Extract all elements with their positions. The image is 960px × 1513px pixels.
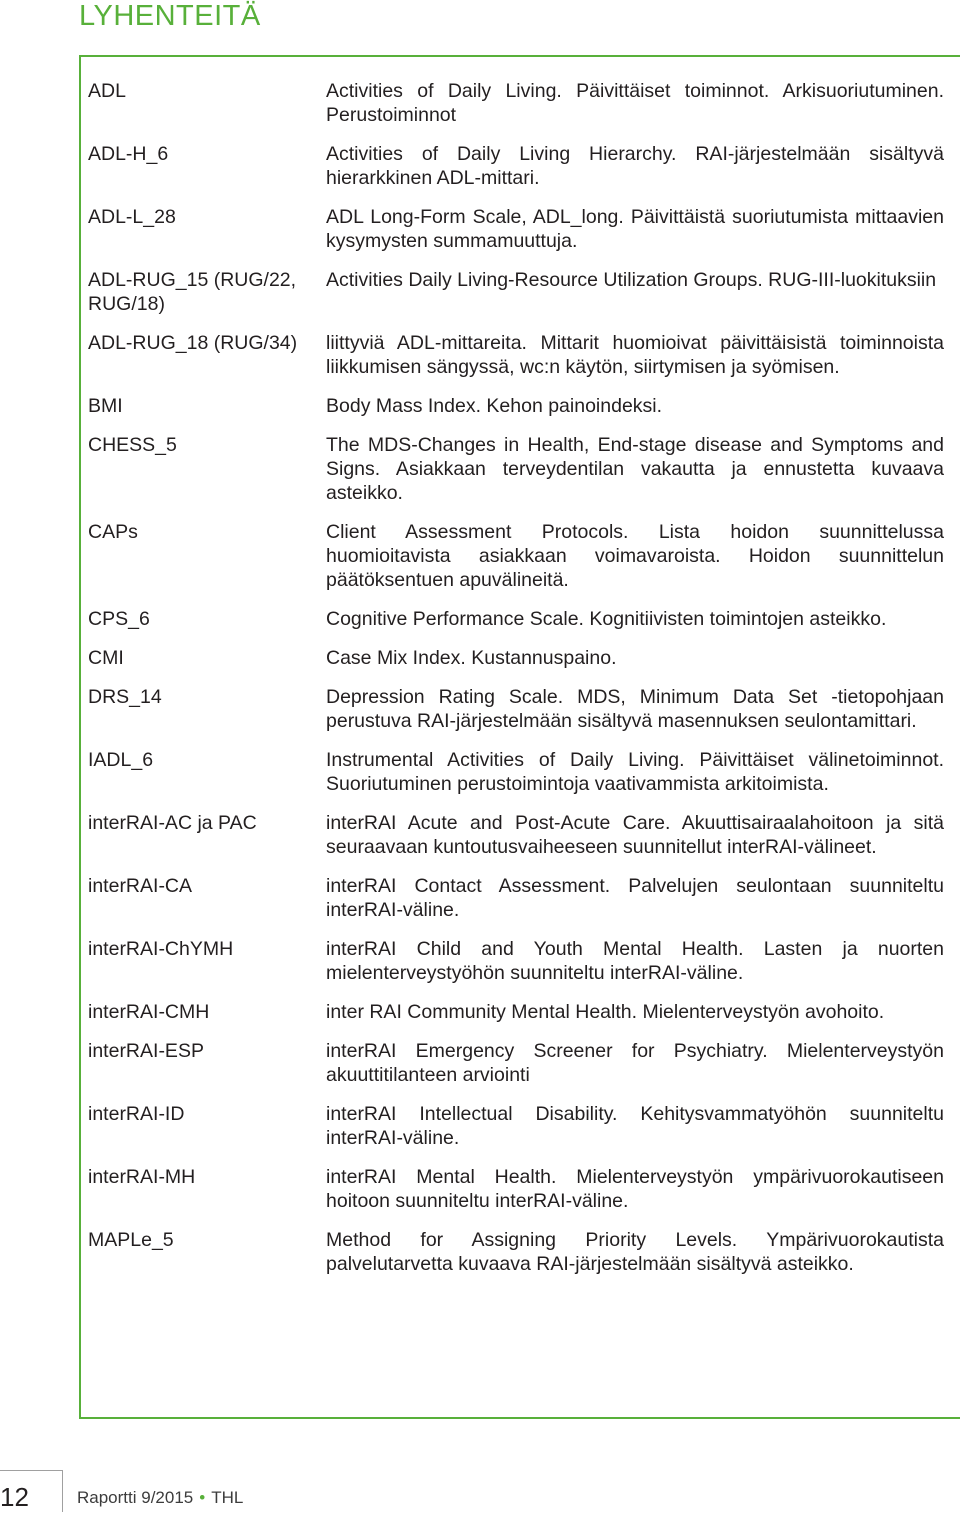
abbreviation-term: CAPs (88, 521, 138, 543)
abbreviation-definition: interRAI Emergency Screener for Psychiatry. Mielenterveystyön akuuttitilanteen arviointi (326, 1040, 944, 1086)
abbreviation-row (88, 520, 946, 592)
abbreviation-term: ADL-H_6 (88, 143, 169, 165)
abbreviation-row (88, 646, 946, 670)
abbreviation-term: CHESS_5 (88, 434, 177, 456)
abbreviation-term: DRS_14 (88, 686, 162, 708)
abbreviation-row (88, 433, 946, 505)
abbreviation-term: CPS_6 (88, 608, 150, 630)
abbreviation-row (88, 685, 946, 733)
left-rule (79, 55, 81, 1419)
abbreviation-row (88, 748, 946, 796)
abbreviation-definition: Instrumental Activities of Daily Living. Päivittäiset välinetoiminnot. Suoriutuminen perustoimintoja vaativammista arkitoimista. (326, 749, 944, 795)
page-number: 12 (0, 1482, 29, 1512)
abbreviation-definition: Client Assessment Protocols. Lista hoidon suunnittelussa huomioitavista asiakkaan voimavaroista. Hoidon suunnittelun päätöksentuen apuvälineitä. (326, 521, 944, 591)
abbreviation-term: IADL_6 (88, 749, 154, 771)
abbreviation-row (88, 937, 946, 985)
bottom-rule (79, 1417, 960, 1419)
abbreviation-term: CMI (88, 647, 124, 669)
abbreviation-definition: interRAI Child and Youth Mental Health. Lasten ja nuorten mielenterveystyöhön suunniteltu interRAI-väline. (326, 938, 944, 984)
abbreviation-term: interRAI-ChYMH (88, 938, 234, 960)
abbreviation-row (88, 1102, 946, 1150)
abbreviation-term: interRAI-CMH (88, 1001, 210, 1023)
abbreviation-definition: Activities of Daily Living Hierarchy. RAI-järjestelmään sisältyvä hierarkkinen ADL-mittari. (326, 143, 944, 189)
abbreviation-row (88, 268, 946, 316)
abbreviation-term: ADL-RUG_15 (RUG/22, RUG/18) (88, 269, 297, 315)
abbreviation-definition: Method for Assigning Priority Levels. Ympärivuorokautista palvelutarvetta kuvaava RAI-järjestelmään sisältyvä asteikko. (326, 1229, 944, 1275)
abbreviation-definition: interRAI Intellectual Disability. Kehitysvammatyöhön suunniteltu interRAI-väline. (326, 1103, 944, 1149)
abbreviation-term: interRAI-ESP (88, 1040, 204, 1062)
page-title: LYHENTEITÄ (79, 0, 261, 32)
abbreviation-term: interRAI-ID (88, 1103, 185, 1125)
abbreviation-row (88, 1228, 946, 1276)
abbreviation-row (88, 205, 946, 253)
footer-divider (62, 1470, 63, 1512)
abbreviation-term: ADL-L_28 (88, 206, 176, 228)
abbreviation-term: ADL-RUG_18 (RUG/34) (88, 332, 298, 354)
abbreviation-term: BMI (88, 395, 123, 417)
abbreviation-definition: Activities Daily Living-Resource Utilization Groups. RUG-III-luokituksiin (326, 269, 937, 291)
abbreviation-definition: The MDS-Changes in Health, End-stage disease and Symptoms and Signs. Asiakkaan terveydentilan vakautta ja ennustetta kuvaava asteikko. (326, 434, 944, 504)
abbreviation-definition: Case Mix Index. Kustannuspaino. (326, 647, 617, 669)
abbreviation-definition: interRAI Contact Assessment. Palvelujen seulontaan suunniteltu interRAI-väline. (326, 875, 944, 921)
abbreviation-row (88, 1000, 946, 1024)
abbreviation-row (88, 811, 946, 859)
abbreviation-row (88, 1039, 946, 1087)
abbreviation-term: interRAI-AC ja PAC (88, 812, 257, 834)
abbreviation-definition: Activities of Daily Living. Päivittäiset toiminnot. Arkisuoriutuminen. Perustoiminnot (326, 80, 944, 126)
abbreviation-definition: Depression Rating Scale. MDS, Minimum Data Set -tietopohjaan perustuva RAI-järjestelmään sisältyvä masennuksen seulontamittari. (326, 686, 944, 732)
abbreviation-row (88, 79, 946, 127)
abbreviation-term: MAPLe_5 (88, 1229, 174, 1251)
abbreviation-definition: ADL Long-Form Scale, ADL_long. Päivittäistä suoriutumista mittaavien kysymysten summamuuttuja. (326, 206, 944, 252)
abbreviation-row (88, 607, 946, 631)
abbreviation-list (88, 79, 946, 1276)
abbreviation-definition: liittyviä ADL-mittareita. Mittarit huomioivat päivittäisistä toiminnoista liikkumisen sängyssä, wc:n käytön, siirtymisen ja syömisen. (326, 332, 944, 378)
abbreviation-row (88, 142, 946, 190)
abbreviation-definition: inter RAI Community Mental Health. Mielenterveystyön avohoito. (326, 1001, 885, 1023)
footer-rule (0, 1470, 62, 1471)
bullet-dot-icon: • (199, 1488, 206, 1507)
abbreviation-row (88, 1165, 946, 1213)
abbreviation-row (88, 331, 946, 379)
abbreviation-row (88, 874, 946, 922)
footer-publisher: THL (211, 1488, 244, 1507)
abbreviation-term: interRAI-CA (88, 875, 193, 897)
abbreviation-definition: interRAI Acute and Post-Acute Care. Akuuttisairaalahoitoon ja sitä seuraavaan kuntoutusvaiheeseen suunnitellut interRAI-välineet. (326, 812, 944, 858)
abbreviation-definition: Body Mass Index. Kehon painoindeksi. (326, 395, 663, 417)
abbreviation-term: interRAI-MH (88, 1166, 196, 1188)
abbreviation-row (88, 394, 946, 418)
top-rule (79, 55, 960, 57)
abbreviation-term: ADL (88, 80, 126, 102)
footer-text (77, 1488, 243, 1508)
abbreviation-definition: interRAI Mental Health. Mielenterveystyön ympärivuorokautiseen hoitoon suunniteltu interRAI-väline. (326, 1166, 944, 1212)
abbreviation-definition: Cognitive Performance Scale. Kognitiivisten toimintojen asteikko. (326, 608, 887, 630)
footer-report: Raportti 9/2015 (77, 1488, 194, 1507)
